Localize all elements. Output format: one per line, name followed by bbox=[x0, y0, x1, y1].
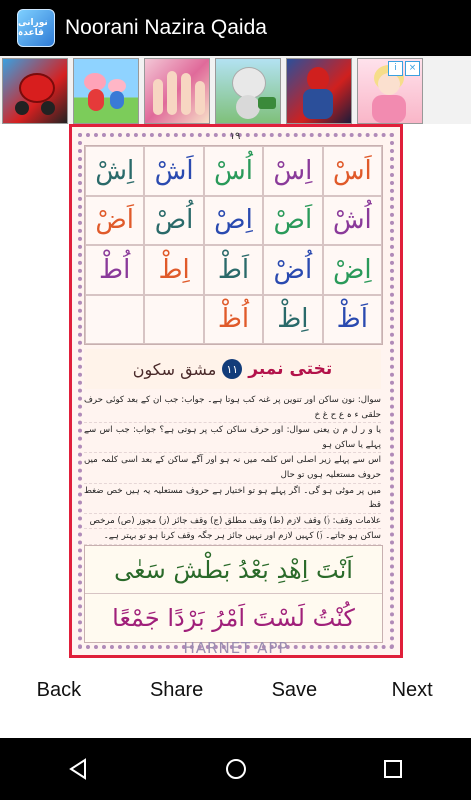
lesson-text-line: علامات وقف: (ۘ) وقف لازم (ط) وقف مطلق (ج) وقف جائز (ز) مجوز (ص) مرخص bbox=[84, 514, 381, 530]
qaida-page[interactable] bbox=[69, 124, 403, 658]
app-logo-text: نورانی قاعدہ bbox=[18, 18, 48, 38]
ad-spiderman[interactable] bbox=[286, 58, 352, 124]
lesson-text-line: یا و ر ل م ن یعنی سوال: اور حرف ساکن کب پر ہوتی ہے؟ جواب: جب اس سے پہلے یا ساکن ہو bbox=[84, 423, 381, 453]
ad-peppa-pig[interactable] bbox=[73, 58, 139, 124]
word-row: كُنْتُ لَسْتَ اَمْرُ بَرْدًا جَمْعًا bbox=[112, 603, 355, 632]
letter-cell: اَضْ bbox=[85, 196, 144, 246]
adchoices[interactable] bbox=[388, 61, 420, 76]
share-button[interactable]: Share bbox=[149, 678, 204, 701]
lesson-text-line: میں پر موٹی ہو گی۔ اگر پہلے ہو تو اختیار ہے حروف مستعلیہ یہ ہیں خص ضغط قظ bbox=[84, 484, 381, 514]
lesson-text-line: سوال: نون ساکن اور تنوین پر غنہ کب ہوتا ہے۔ جواب: جب ان کے بعد کوئی حرف حلقی ء ہ ع ح غ خ bbox=[84, 393, 381, 423]
letter-cell: اُشْ bbox=[323, 196, 382, 246]
letter-cell: اِصْ bbox=[204, 196, 263, 246]
letter-cell: اُضْ bbox=[263, 245, 322, 295]
lesson-title bbox=[84, 349, 381, 389]
letter-cell: اُسْ bbox=[204, 146, 263, 196]
ad-banner bbox=[0, 56, 471, 124]
lesson-title-text: تختی نمبر bbox=[248, 359, 333, 379]
letter-cell: اَشْ bbox=[144, 146, 203, 196]
bottom-actions bbox=[0, 670, 471, 710]
app-logo-icon bbox=[17, 9, 55, 47]
adchoices-close-icon[interactable]: × bbox=[405, 61, 420, 76]
ad-car-game[interactable] bbox=[2, 58, 68, 124]
lesson-subtitle: مشق سکون bbox=[132, 359, 217, 379]
letter-cell bbox=[144, 295, 203, 345]
letter-cell: اِطْ bbox=[144, 245, 203, 295]
lesson-text-line: اس سے پہلے زیر اصلی اس کلمہ میں نہ ہو اور آگے ساکن کے بعد اسی کلمہ میں حروف مستعلیہ ہوں تو حال bbox=[84, 453, 381, 483]
ad-talking-cat[interactable] bbox=[215, 58, 281, 124]
app-bar bbox=[0, 0, 471, 56]
letter-cell bbox=[85, 295, 144, 345]
letter-cell: اَصْ bbox=[263, 196, 322, 246]
letter-cell: اِشْ bbox=[85, 146, 144, 196]
letter-cell: اَظْ bbox=[323, 295, 382, 345]
letter-cell: اِسْ bbox=[263, 146, 322, 196]
home-circle-icon[interactable] bbox=[206, 749, 266, 789]
lesson-number-badge: ١١ bbox=[222, 359, 242, 379]
letter-cell: اَسْ bbox=[323, 146, 382, 196]
letter-cell: اِظْ bbox=[263, 295, 322, 345]
lesson-text bbox=[84, 393, 381, 542]
ad-nail-salon[interactable] bbox=[144, 58, 210, 124]
recents-square-icon[interactable] bbox=[363, 749, 423, 789]
android-nav-bar bbox=[0, 738, 471, 800]
lesson-text-line: ساکن ہو جاتے۔ (ؔ) کہیں لازم اور نہیں جائز ہر جگہ وقف کرنا ہو تو بہتر ہے۔ bbox=[84, 529, 381, 545]
letter-cell: اُظْ bbox=[204, 295, 263, 345]
letter-grid bbox=[84, 145, 383, 345]
watermark: HARNET APP bbox=[183, 639, 289, 657]
word-row: اَنْتَ اِهْدِ بَعْدُ بَطْشَ سَعٰى bbox=[85, 546, 382, 594]
save-button[interactable]: Save bbox=[271, 678, 318, 701]
letter-cell: اُطْ bbox=[85, 245, 144, 295]
page-number: ١٩ bbox=[229, 131, 241, 142]
adchoices-info-icon[interactable]: i bbox=[388, 61, 403, 76]
back-button[interactable]: Back bbox=[36, 678, 82, 701]
ad-baby-dressup[interactable] bbox=[357, 58, 423, 124]
next-button[interactable]: Next bbox=[391, 678, 433, 701]
letter-cell: اَطْ bbox=[204, 245, 263, 295]
letter-cell: اِضْ bbox=[323, 245, 382, 295]
word-practice bbox=[84, 545, 383, 643]
letter-cell: اُصْ bbox=[144, 196, 203, 246]
back-triangle-icon[interactable] bbox=[49, 749, 109, 789]
app-title: Noorani Nazira Qaida bbox=[65, 16, 267, 39]
